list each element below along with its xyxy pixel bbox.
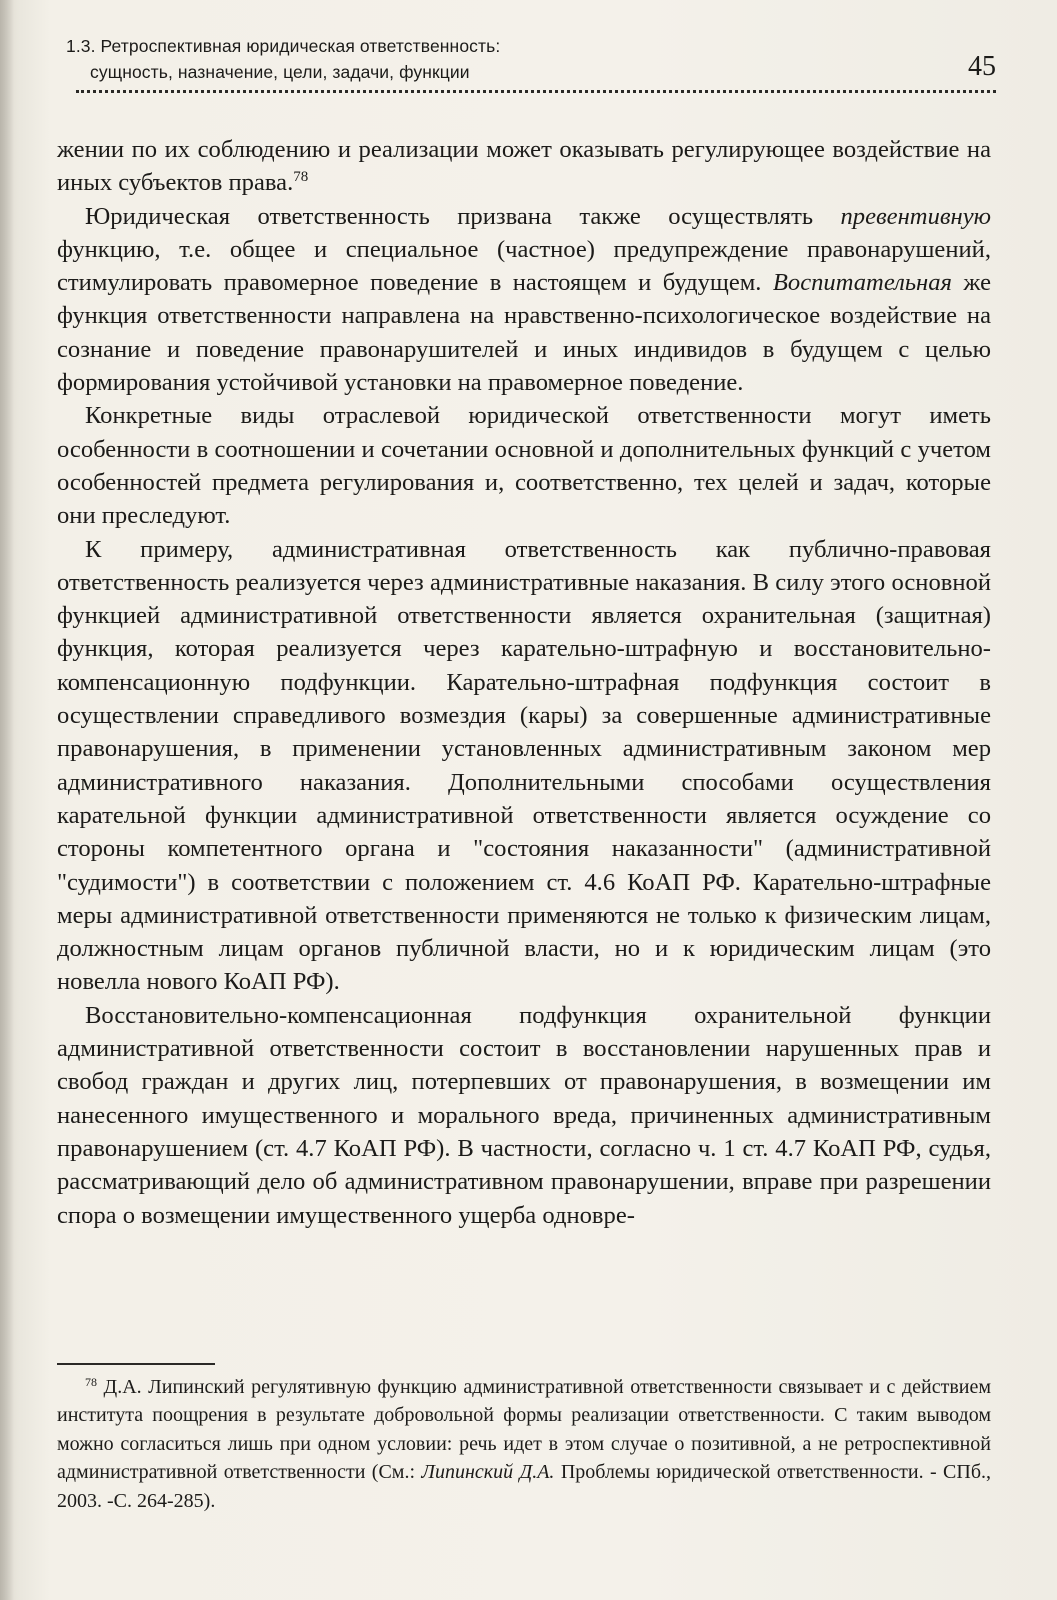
footnote-78 — [57, 1373, 991, 1515]
running-header-section-subtitle: сущность, назначение, цели, задачи, функции — [90, 62, 470, 82]
paragraph-1-text: жении по их соблюдению и реализации может оказывать регулирующее воздействие на иных субъектов права. — [57, 136, 991, 197]
term-preventive: превентивную — [840, 202, 991, 230]
body-text — [57, 133, 991, 1232]
footnote-mark: 78 — [85, 1375, 97, 1389]
running-header-section-title: 1.3. Ретроспективная юридическая ответственность: — [66, 36, 501, 56]
paragraph-2 — [57, 200, 991, 400]
page-number: 45 — [968, 51, 996, 82]
footnote-separator — [57, 1363, 215, 1365]
paragraph-4: К примеру, административная ответственность как публично-правовая ответственность реализуется через административные наказания. В силу этого основной функцией административной ответственности является охранительная (защитная) функция, которая реализуется через карательно-штрафную и восстановительно-компенсационную подфункции. Карательно-штрафная подфункция состоит в осуществлении справедливого возмездия (кары) за совершенные административные правонарушения, в применении установленных административным законом мер административного наказания. Дополнительными способами осуществления карательной функции административной ответственности является осуждение со стороны компетентного органа и "состояния наказанности" (административной "судимости") в соответствии с положением ст. 4.6 КоАП РФ. Карательно-штрафные меры административной ответственности применяются не только к физическим лицам, должностным лицам органов публичной власти, но и к юридическим лицам (это новелла нового КоАП РФ). — [57, 535, 991, 996]
footnote-text-b: Проблемы юридической ответственности. - СПб., 2003. -С. 264-285). — [57, 1461, 991, 1512]
binding-gutter-shadow — [0, 0, 14, 1600]
paragraph-2-text-b: функцию, т.е. общее и специальное (частное) предупреждение правонарушений, стимулировать правомерное поведение в настоящем и будущем. — [57, 235, 991, 297]
paragraph-1 — [57, 133, 991, 200]
term-educational: Воспитательная — [772, 269, 952, 297]
paragraph-2-text-a: Юридическая ответственность призвана также осуществлять — [85, 202, 841, 230]
paragraph-5: Восстановительно-компенсационная подфункция охранительной функции административной ответственности состоит в восстановлении нарушенных прав и свобод граждан и других лиц, потерпевших от правонарушения, в возмещении им нанесенного имущественного и морального вреда, причиненных административным правонарушением (ст. 4.7 КоАП РФ). В частности, согласно ч. 1 ст. 4.7 КоАП РФ, судья, рассматривающий дело об административном правонарушении, вправе при разрешении спора о возмещении имущественного ущерба одновре- — [57, 1001, 991, 1229]
footnote-text-a: Д.А. Липинский регулятивную функцию административной ответственности связывает и с действием института поощрения в результате добровольной формы реализации ответственности. С таким выводом можно согласиться лишь при одном условии: речь идет в этом случае о позитивной, а не ретроспективной административной ответственности (См.: — [57, 1376, 991, 1484]
paragraph-2-text-c: же функция ответственности направлена на нравственно-психологическое воздействие на сознание и поведение правонарушителей и иных индивидов в будущем с целью формирования устойчивой установки на правомерное поведение. — [57, 269, 991, 397]
paragraph-3: Конкретные виды отраслевой юридической ответственности могут иметь особенности в соотношении и сочетании основной и дополнительных функций с учетом особенностей предмета регулирования и, соответственно, тех целей и задач, которые они преследуют. — [57, 402, 991, 530]
running-header — [66, 32, 996, 94]
footnote-reference-78[interactable]: 78 — [293, 169, 309, 186]
footnote-cited-author: Липинский Д.А. — [421, 1461, 555, 1484]
header-dotted-rule — [76, 90, 996, 93]
